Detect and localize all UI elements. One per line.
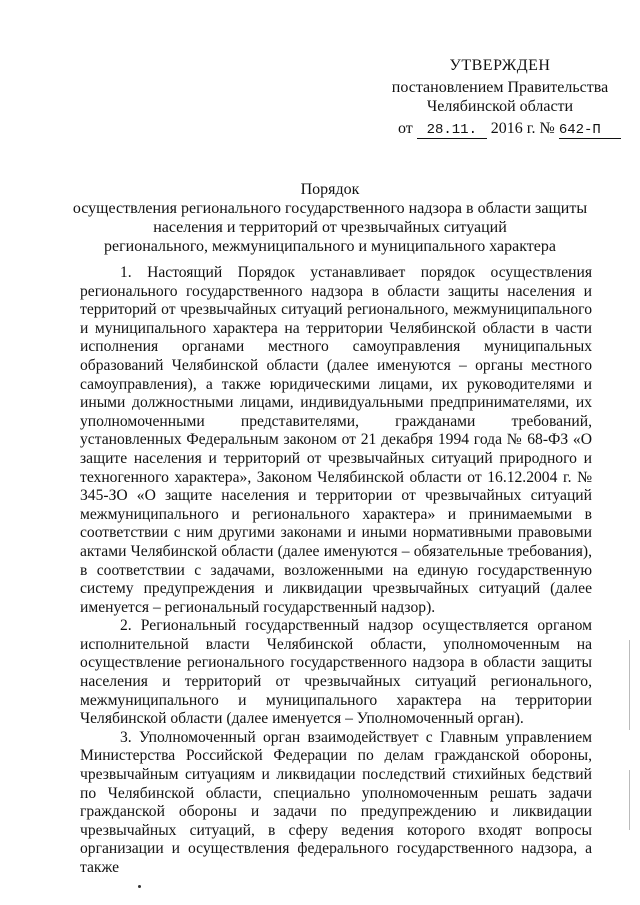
title-main: Порядок [300, 181, 360, 198]
approval-line-2: Челябинской области [426, 98, 574, 115]
approval-year-text: 2016 г. № [490, 119, 555, 137]
approval-heading: УТВЕРЖДЕН [449, 57, 551, 74]
scan-speck [138, 885, 141, 888]
approval-prefix: от [398, 119, 413, 137]
approval-line-1: постановлением Правительства [391, 78, 609, 96]
scan-edge-mark [629, 770, 630, 830]
approval-stamp [380, 56, 620, 139]
title-line-2: населения и территорий от чрезвычайных ситуаций [153, 219, 507, 236]
document-title [60, 180, 600, 256]
title-line-3: регионального, межмуниципального и муниципального характера [103, 238, 556, 255]
paragraph-1: 1. Настоящий Порядок устанавливает порядок осуществления регионального государственного надзора в области защиты населения и территорий от чрезвычайных ситуаций регионального, межмуниципального и муниципального характера на территории Челябинской области в части исполнения органами местного самоуправления муниципальных образований Челябинской области (далее именуются – органы местного самоуправления), а также юридическими лицами, их руководителями и иными должностными лицами, индивидуальными предпринимателями, их уполномоченными представителями, гражданами требований, установленных Федеральным законом от 21 декабря 1994 года № 68-ФЗ «О защите населения и территорий от чрезвычайных ситуаций природного и техногенного характера», Законом Челябинской области от 16.12.2004 г. № 345-ЗО «О защите населения и территории от чрезвычайных ситуаций межмуниципального и регионального характера» и принимаемыми в соответствии с ним другими законами и иными нормативными правовыми актами Челябинской области (далее именуются – обязательные требования), в соответствии с задачами, возложенными на единую государственную систему предупреждения и ликвидации чрезвычайных ситуаций (далее именуется – региональный государственный надзор). [80, 264, 592, 616]
approval-date: 28.11. [417, 122, 487, 139]
scan-edge-mark [629, 640, 630, 730]
document-body [80, 264, 592, 878]
paragraph-3: 3. Уполномоченный орган взаимодействует с Главным управлением Министерства Российской Федерации по делам гражданской обороны, чрезвычайным ситуациям и ликвидации последствий стихийных бедствий по Челябинской области, специально уполномоченным решать задачи гражданской обороны и задачи по предупреждению и ликвидации чрезвычайных ситуаций, в сферу ведения которого входят вопросы организации и осуществления федерального государственного надзора, а также [80, 728, 592, 876]
title-line-1: осуществления регионального государственного надзора в области защиты [72, 200, 588, 217]
approval-date-line [380, 119, 620, 139]
paragraph-2: 2. Региональный государственный надзор осуществляется органом исполнительной власти Челябинской области, уполномоченным на осуществление регионального государственного надзора в области защиты населения и территорий от чрезвычайных ситуаций регионального, межмуниципального и муниципального характера на территории Челябинской области (далее именуется – Уполномоченный орган). [80, 617, 592, 728]
approval-number: 642-П [559, 122, 621, 139]
